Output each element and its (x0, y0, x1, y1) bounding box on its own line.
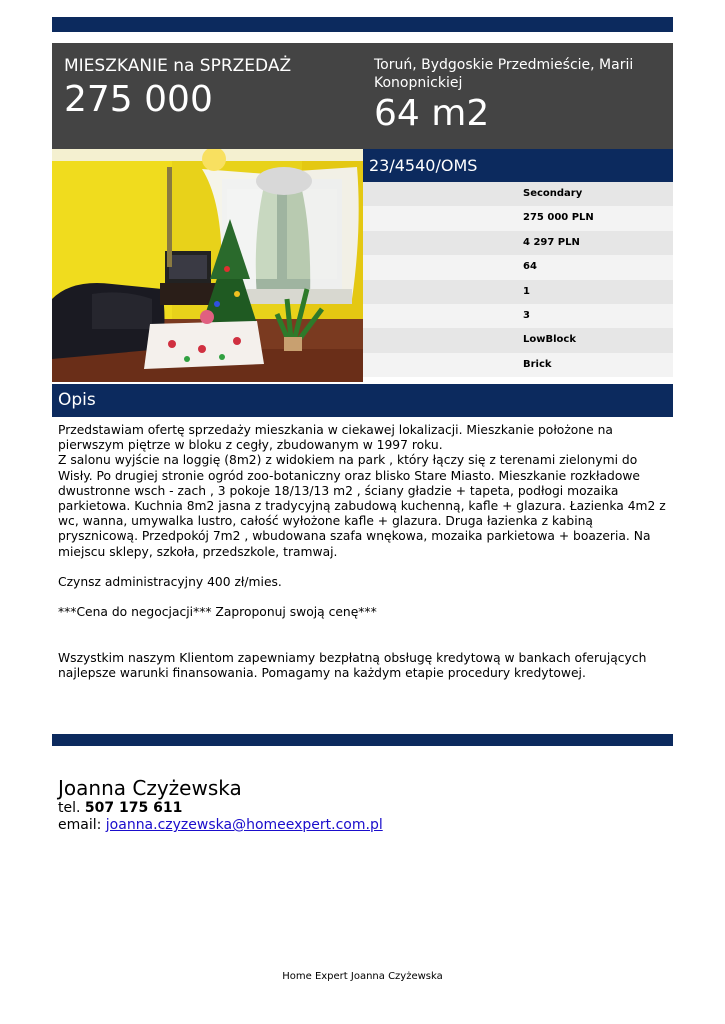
details-row (363, 206, 673, 230)
agent-phone: 507 175 611 (84, 800, 183, 816)
reference-number: 23/4540/OMS (363, 149, 673, 182)
listing-price: 275 000 (64, 79, 213, 120)
listing-type: MIESZKANIE na SPRZEDAŻ (64, 56, 292, 76)
description-paragraph: Z salonu wyjście na loggię (8m2) z widokiem na park , który łączy się z terenami zielonymi do Wisły. Po drugiej stronie ogród zoo-botaniczny oraz blisko Stare Miasto. Mieszkanie rozkładowe dwustronne wsch - zach , 3 pokoje 18/13/13 m2 , ściany gładzie + tapeta, podłogi mozaika parkietowa. Kuchnia 8m2 jasna z tradycyjną zabudową kuchenną, kafle + glazura. Łazienka 4m2 z wc, wanna, umywalka lustro, całość wyłożone kafle + glazura. Druga łazienka z kabiną prysznicową. Przedpokój 7m2 , wbudowana szafa wnękowa, mozaika parkietowa + boazeria. Na miejscu sklepy, szkoła, przedszkole, tramwaj. (58, 453, 666, 559)
details-value: Secondary (523, 188, 583, 199)
details-row (363, 304, 673, 328)
details-value: 3 (523, 309, 530, 321)
listing-location: Toruń, Bydgoskie Przedmieście, Marii Konopnickiej (374, 57, 634, 91)
details-row (363, 280, 673, 304)
description-paragraph: Przedstawiam ofertę sprzedaży mieszkania w ciekawej lokalizacji. Mieszkanie położone na pierwszym piętrze w bloku z cegły, zbudowanym w 1997 roku. (58, 423, 613, 453)
agent-email-link[interactable]: joanna.czyzewska@homeexpert.com.pl (105, 817, 383, 833)
email-label: email: (58, 817, 102, 833)
description-paragraph: Wszystkim naszym Klientom zapewniamy bezpłatną obsługę kredytową w bankach oferujących najlepsze warunki finansowania. Pomagamy na każdym etapie procedury kredytowej. (58, 651, 647, 681)
description-heading: Opis (52, 384, 673, 417)
details-row (363, 255, 673, 279)
footer-text: Home Expert Joanna Czyżewska (282, 971, 443, 982)
details-row (363, 353, 673, 377)
agent-contact (58, 776, 383, 834)
details-value: Brick (523, 358, 552, 370)
agent-name: Joanna Czyżewska (58, 776, 242, 800)
description-body (58, 423, 668, 681)
phone-label: tel. (58, 800, 81, 816)
details-row (363, 182, 673, 206)
details-value: 4 297 PLN (523, 236, 580, 248)
details-value: 64 (523, 261, 537, 273)
listing-area: 64 m2 (374, 93, 490, 134)
agent-phone-line (58, 800, 383, 817)
listing-header (52, 43, 673, 149)
details-value: 1 (523, 285, 530, 297)
top-bar (52, 17, 673, 32)
details-row (363, 328, 673, 352)
agent-email-line (58, 817, 383, 834)
description-paragraph: Czynsz administracyjny 400 zł/mies. (58, 575, 282, 590)
details-row (363, 231, 673, 255)
description-paragraph: ***Cena do negocjacji*** Zaproponuj swoją cenę*** (58, 605, 377, 620)
listing-photo (52, 149, 363, 382)
details-value: LowBlock (523, 334, 576, 346)
bottom-bar (52, 734, 673, 746)
details-value: 275 000 PLN (523, 212, 594, 224)
details-table (363, 182, 673, 377)
